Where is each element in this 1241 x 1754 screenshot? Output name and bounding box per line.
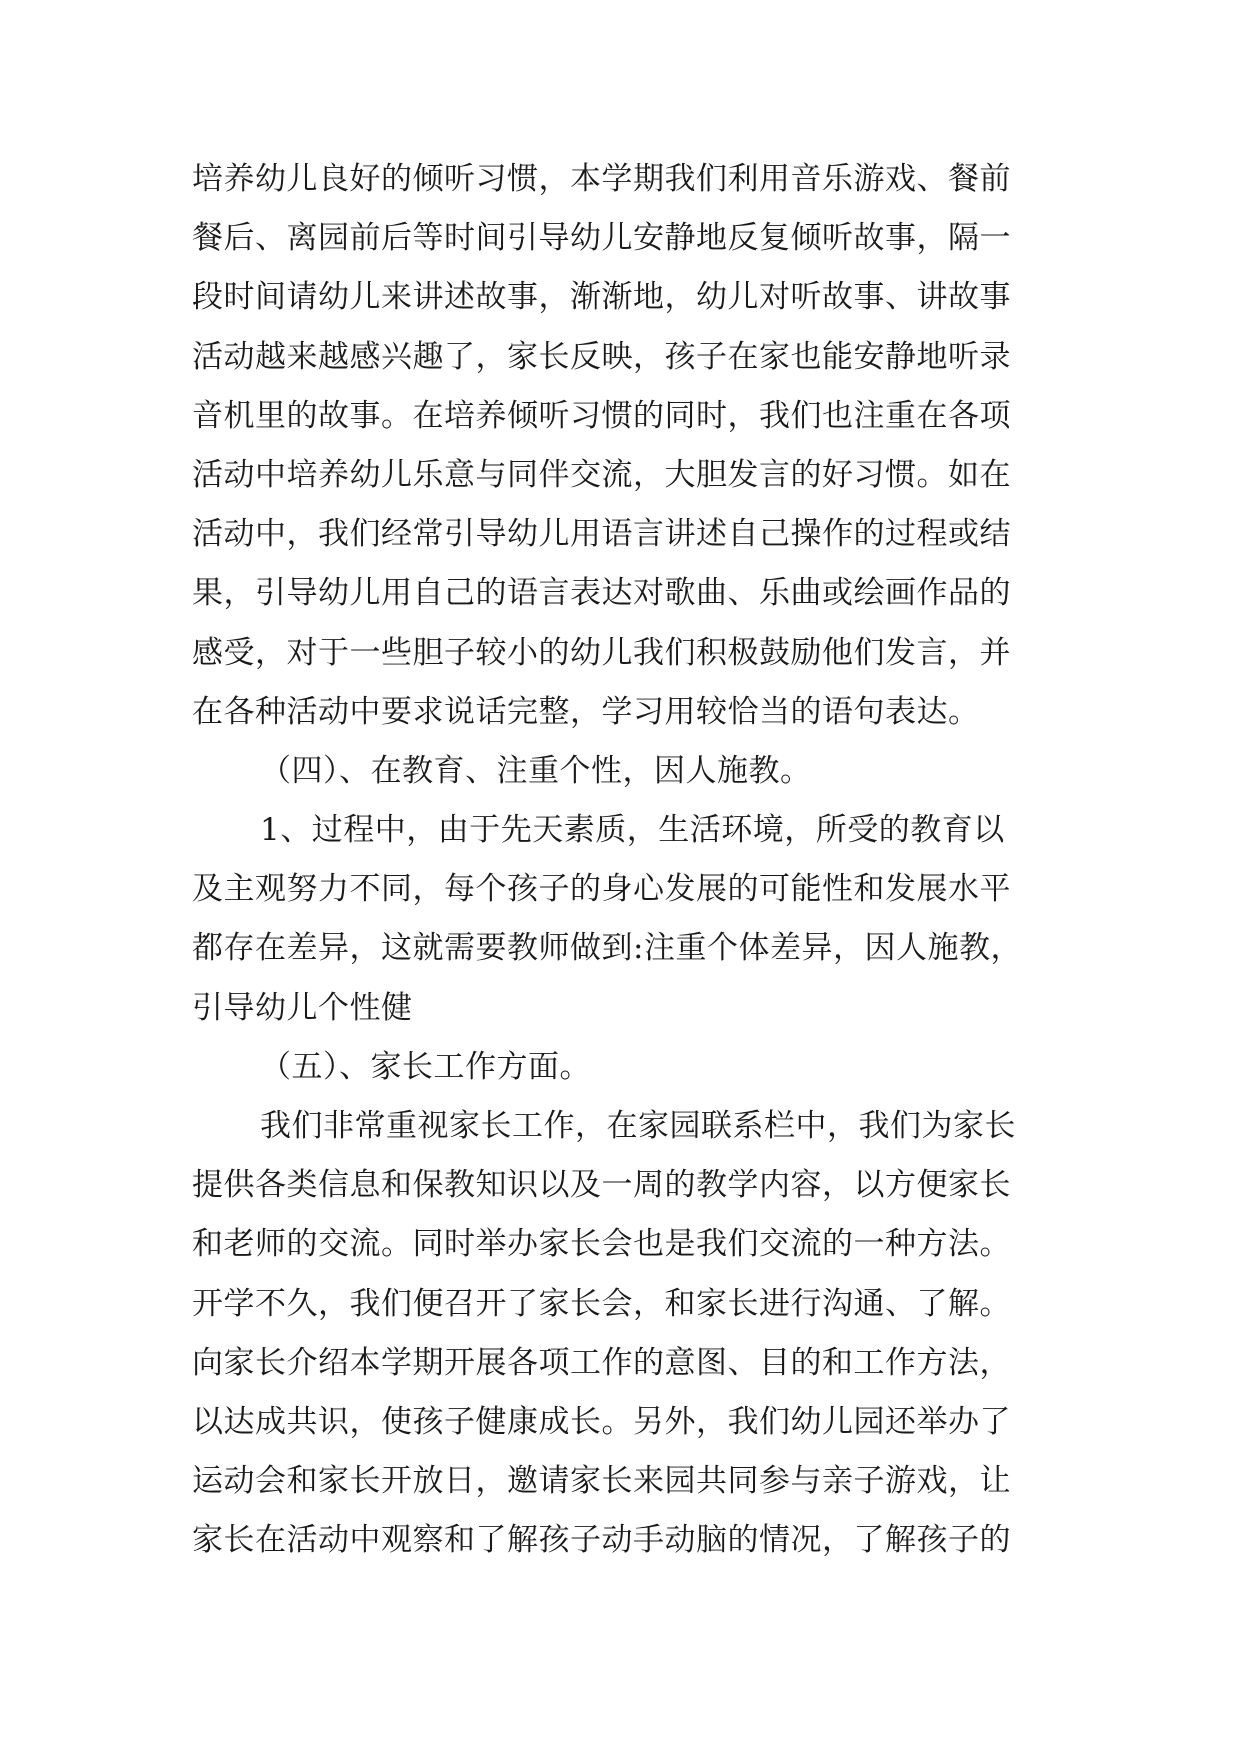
- text-line: 运动会和家长开放日，邀请家长来园共同参与亲子游戏，让: [192, 1463, 1011, 1500]
- text-line: 1、过程中，由于先天素质，生活环境，所受的教育以: [260, 812, 1005, 849]
- text-line: 引导幼儿个性健: [192, 989, 413, 1026]
- text-line: 活动越来越感兴趣了，家长反映，孩子在家也能安静地听录: [192, 338, 1011, 375]
- text-line: 提供各类信息和保教知识以及一周的教学内容，以方便家长: [192, 1167, 1011, 1204]
- text-line: 向家长介绍本学期开展各项工作的意图、目的和工作方法，: [192, 1344, 1011, 1381]
- text-line: 培养幼儿良好的倾听习惯，本学期我们利用音乐游戏、餐前: [192, 161, 1011, 197]
- text-line: 家长在活动中观察和了解孩子动手动脑的情况，了解孩子的: [192, 1522, 1011, 1559]
- text-line: （五）、家长工作方面。: [260, 1048, 591, 1085]
- text-line: 活动中，我们经常引导幼儿用语言讲述自己操作的过程或结: [192, 516, 1011, 553]
- text-line: 我们非常重视家长工作，在家园联系栏中，我们为家长: [260, 1108, 1016, 1144]
- text-line: 及主观努力不同，每个孩子的身心发展的可能性和发展水平: [192, 871, 1011, 908]
- text-line: 开学不久，我们便召开了家长会，和家长进行沟通、了解。: [192, 1285, 1011, 1322]
- text-line: （四）、在教育、注重个性，因人施教。: [260, 752, 812, 789]
- text-line: 活动中培养幼儿乐意与同伴交流，大胆发言的好习惯。如在: [192, 456, 1011, 493]
- text-line: 都存在差异，这就需要教师做到:注重个体差异，因人施教，: [192, 930, 1022, 967]
- text-line: 和老师的交流。同时举办家长会也是我们交流的一种方法。: [192, 1226, 1011, 1263]
- text-line: 果，引导幼儿用自己的语言表达对歌曲、乐曲或绘画作品的: [192, 575, 1011, 612]
- text-line: 感受，对于一些胆子较小的幼儿我们积极鼓励他们发言，并: [192, 634, 1011, 671]
- text-line: 段时间请幼儿来讲述故事，渐渐地，幼儿对听故事、讲故事: [192, 279, 1011, 316]
- text-line: 在各种活动中要求说话完整，学习用较恰当的语句表达。: [192, 693, 980, 730]
- text-line: 餐后、离园前后等时间引导幼儿安静地反复倾听故事，隔一: [192, 220, 1011, 257]
- text-line: 音机里的故事。在培养倾听习惯的同时，我们也注重在各项: [192, 397, 1011, 434]
- text-line: 以达成共识，使孩子健康成长。另外，我们幼儿园还举办了: [192, 1403, 1011, 1440]
- document-body: [192, 150, 1072, 1571]
